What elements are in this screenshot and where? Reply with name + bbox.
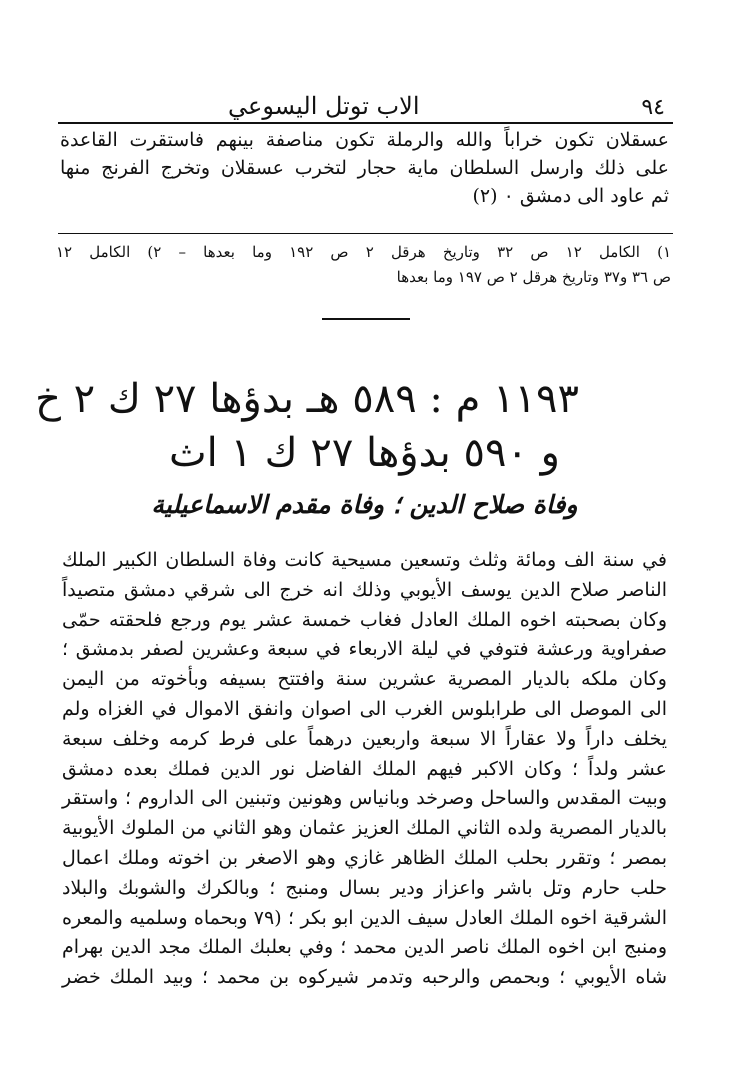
year-heading-line: و ٥٩٠ بدؤها ٢٧ ك ١ اث (169, 430, 560, 476)
text-line: حلب حارم وتل باشر واعزاز ودير بسال ومنبج ؛ وبالكرك والشوبك والبلاد (62, 876, 667, 899)
text-line: وكان بصحبته اخوه الملك العادل فغاب خمسة عشر يوم ورجع فلحقته حمّى (62, 608, 667, 631)
text-line: الناصر صلاح الدين يوسف الأيوبي وذلك انه خرج الى شرقي دمشق متصيداً (62, 578, 667, 601)
page-number: ٩٤ (641, 95, 665, 120)
text-line: عسقلان تكون خراباً والله والرملة تكون مناصفة بينهم فاستقرت القاعدة (60, 129, 669, 151)
text-line: في سنة الف ومائة وثلث وتسعين مسيحية كانت وفاة السلطان الكبير الملك (62, 549, 667, 571)
text-line: على ذلك وارسل السلطان ماية حجار لتخرب عسقلان وتخرج الفرنج منها (60, 157, 669, 179)
section-divider (322, 318, 410, 320)
footnote-separator (58, 233, 673, 234)
year-heading (35, 372, 579, 480)
running-title: الاب توتل اليسوعي (228, 92, 420, 120)
text-line: ثم عاود الى دمشق ٠ (٢) (472, 185, 669, 207)
text-line: الشرقية اخوه الملك العادل سيف الدين ابو بكر ؛ (٧٩ وبحماه وسلميه والمعره (62, 906, 667, 929)
text-line: وكان ملكه بالديار المصرية عشرين سنة وافتتح بسيفه وبأخوته من اليمن (62, 668, 667, 691)
footnote-line: ص ٣٦ و٣٧ وتاريخ هرقل ٢ ص ١٩٧ وما بعدها (396, 268, 671, 286)
event-heading: وفاة صلاح الدين ؛ وفاة مقدم الاسماعيلية (151, 490, 578, 519)
text-line: الى الموصل الى طرابلوس الغرب الى اصوان وانفق الاموال في الغزاه ولم (62, 697, 667, 720)
running-head (58, 86, 673, 124)
text-line: شاه الأيوبي ؛ وبحمص والرحبه وتدمر شيركوه بن محمد ؛ وبيد الملك خضر (62, 966, 667, 989)
continued-paragraph (60, 126, 669, 210)
main-paragraph (62, 546, 667, 993)
text-line: بمصر ؛ وتقرر بحلب الملك الظاهر غازي وهو الاصغر بن اخوته وملك اعمال (62, 846, 667, 869)
text-line: وبيت المقدس والساحل وصرخد وبانياس وهونين وتبنين الى الداروم ؛ واستقر (62, 787, 667, 810)
footnote-line: ١) الكامل ١٢ ص ٣٢ وتاريخ هرقل ٢ ص ١٩٢ وما بعدها – ٢) الكامل ١٢ (56, 243, 671, 261)
text-line: صفراوية ورعشة فتوفي في ليلة الاربعاء في سبعة وعشرين لصفر بدمشق ؛ (62, 638, 667, 661)
text-line: يخلف داراً ولا عقاراً الا سبعة واربعين درهماً على فرط كرمه وخلف سبعة (62, 727, 667, 750)
text-line: بالديار المصرية ولده الثاني الملك العزيز عثمان وهو الثاني من الملوك الأيوبية (62, 817, 667, 840)
text-line: ومنبج ابن اخوه الملك ناصر الدين محمد ؛ وفي بعلبك الملك مجد الدين بهرام (62, 936, 667, 959)
text-line: عشر ولداً ؛ وكان الاكبر فيهم الملك الفاضل نور الدين فملك بعده دمشق (62, 757, 667, 780)
year-heading-line: ١١٩٣ م : ٥٨٩ هـ بدؤها ٢٧ ك ٢ خ (35, 376, 579, 422)
footnotes (56, 240, 671, 290)
